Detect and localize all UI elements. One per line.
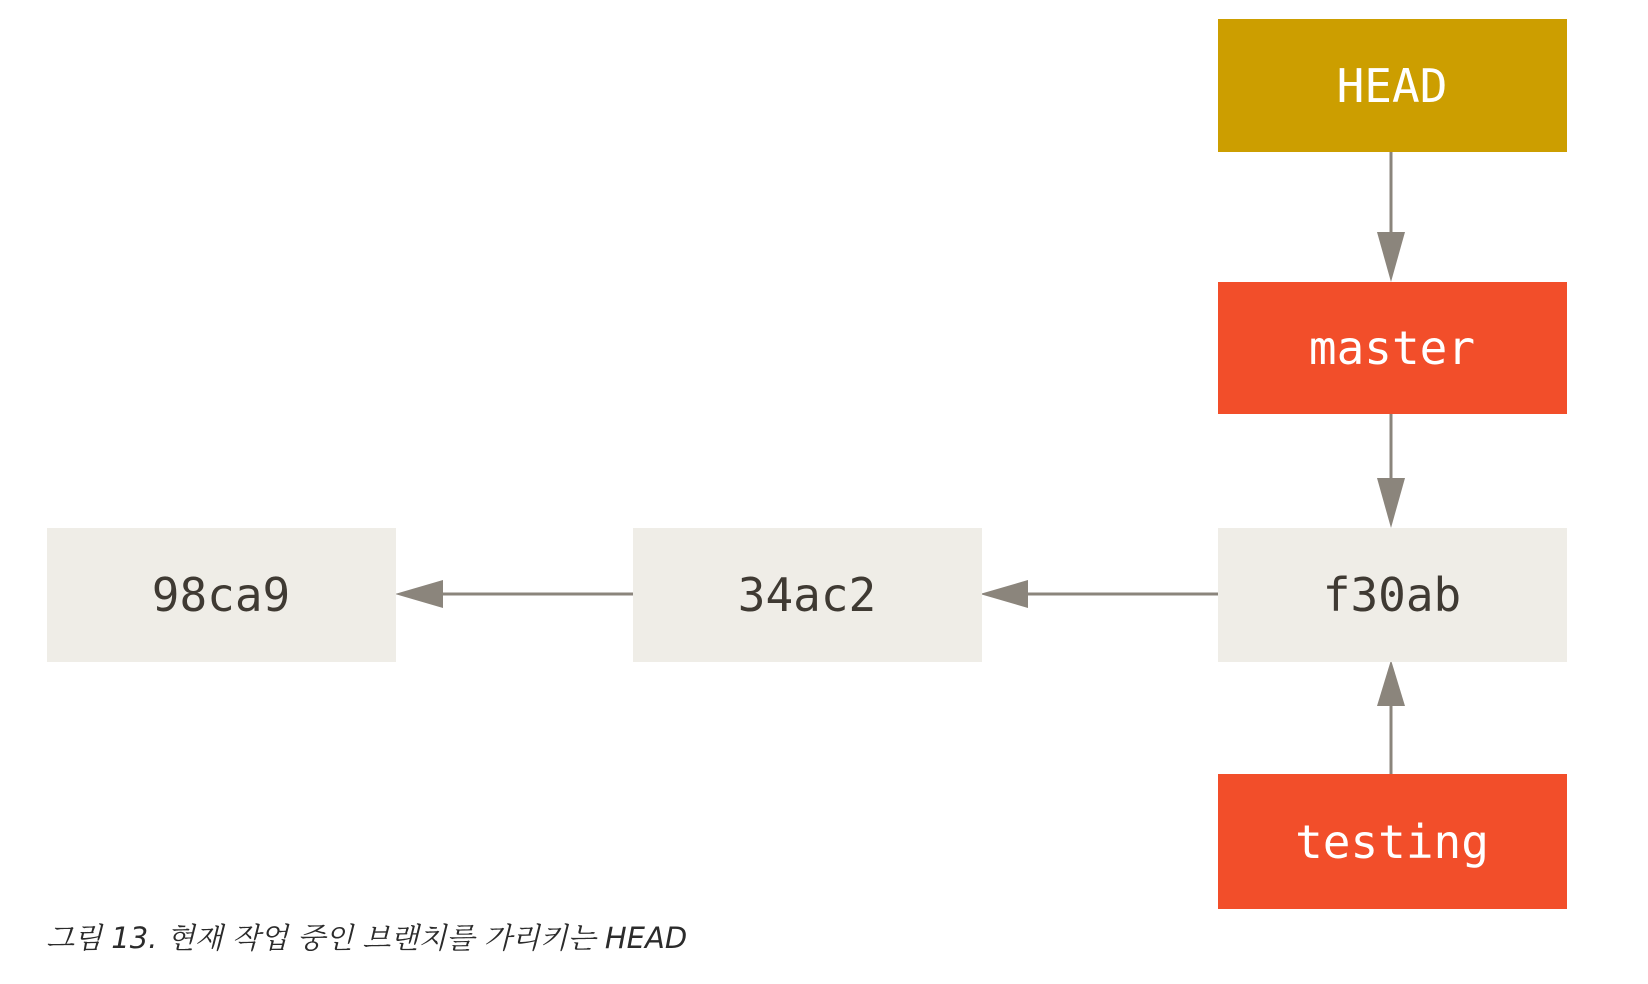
commit-node-34ac2 <box>633 528 982 662</box>
arrowhead-master-to-f30ab <box>1377 478 1405 528</box>
testing-label: testing <box>1295 815 1489 869</box>
commit-id-34ac2: 34ac2 <box>737 568 877 622</box>
head-label: HEAD <box>1336 59 1448 113</box>
arrowhead-head-to-master <box>1377 232 1405 282</box>
head-node <box>1218 19 1567 152</box>
arrowhead-34ac2-to-98ca9 <box>395 580 443 608</box>
master-label: master <box>1308 321 1476 375</box>
commit-node-f30ab <box>1218 528 1567 662</box>
commit-node-98ca9 <box>47 528 396 662</box>
arrowhead-f30ab-to-34ac2 <box>980 580 1028 608</box>
testing-branch-node <box>1218 774 1567 909</box>
arrowhead-testing-to-f30ab <box>1377 660 1405 706</box>
arrows <box>395 152 1405 774</box>
master-branch-node <box>1218 282 1567 414</box>
commit-id-98ca9: 98ca9 <box>151 568 291 622</box>
figure-caption: 그림 13. 현재 작업 중인 브랜치를 가리키는 HEAD <box>46 921 688 955</box>
commit-id-f30ab: f30ab <box>1322 568 1462 622</box>
